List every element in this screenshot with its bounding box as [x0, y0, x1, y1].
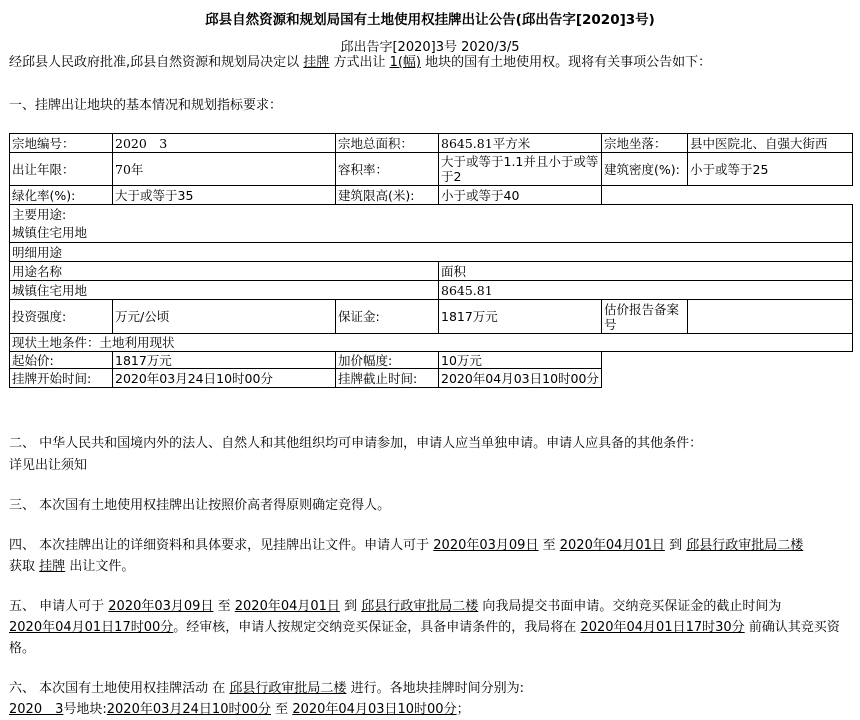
start-price-label: 起始价: — [10, 352, 113, 369]
parcel-no-label: 宗地编号： — [10, 134, 113, 153]
table-row — [10, 369, 853, 388]
table-row — [10, 224, 853, 243]
section6-to: 至 — [275, 702, 289, 717]
section6-place: 邱县行政审批局二楼 — [229, 681, 347, 696]
section4-text: 四、 本次挂牌出让的详细资料和具体要求，见挂牌出让文件。申请人可于 — [9, 538, 430, 553]
density-label: 建筑密度(%): — [602, 153, 688, 186]
use-name-value: 城镇住宅用地 — [10, 281, 439, 300]
deposit-value: 1817万元 — [439, 300, 602, 334]
intro-text-2: 方式出让 — [333, 55, 386, 70]
total-area-label: 宗地总面积： — [336, 134, 439, 153]
section5-text-2: 向我局提交书面申请。交纳竞买保证金的截止时间为 — [482, 599, 782, 614]
section6-parcel-no: 2020 3 — [9, 702, 64, 717]
section4-tail: 出让文件。 — [69, 559, 135, 574]
section6-end: 2020年04月03日10时00分 — [292, 702, 457, 717]
section5-text-3: 。经审核，申请人按规定交纳竞买保证金，具备申请条件的，我局将在 — [173, 620, 577, 635]
use-name-header: 用途名称 — [10, 262, 439, 281]
table-row — [10, 352, 853, 369]
section5-to: 至 — [217, 599, 231, 614]
section4 — [9, 535, 854, 577]
term-label: 出让年限： — [10, 153, 113, 186]
table-row — [10, 334, 853, 352]
section3: 三、 本次国有土地使用权挂牌出让按照价高者得原则确定竞得人。 — [9, 498, 391, 513]
table-row — [10, 134, 853, 153]
investment-value: 万元/公顷 — [113, 300, 336, 334]
section1-heading: 一、挂牌出让地块的基本情况和规划指标要求： — [9, 98, 283, 113]
condition-value: 土地利用现状 — [99, 335, 175, 350]
height-label: 建筑限高(米): — [336, 186, 439, 205]
section5 — [9, 596, 854, 659]
parcel-no-value: 2020 3 — [113, 134, 336, 153]
increment-value: 10万元 — [439, 352, 602, 369]
section5-text: 五、 申请人可于 — [9, 599, 105, 614]
main-use-value: 城镇住宅用地 — [10, 224, 853, 243]
section4-date-start: 2020年03月09日 — [433, 538, 539, 553]
section4-to: 至 — [542, 538, 556, 553]
total-area-value: 8645.81平方米 — [439, 134, 602, 153]
location-value: 县中医院北、自强大街西 — [688, 134, 853, 153]
table-row — [10, 186, 853, 205]
detail-use-label: 明细用途 — [10, 243, 853, 262]
section6-text-2: 进行。各地块挂牌时间分别为: — [350, 681, 524, 696]
table-row — [10, 153, 853, 186]
table-row — [10, 281, 853, 300]
notice-title: 邱县自然资源和规划局国有土地使用权挂牌出让公告(邱出告字[2020]3号) — [205, 12, 655, 28]
green-label: 绿化率(%): — [10, 186, 113, 205]
investment-label: 投资强度: — [10, 300, 113, 334]
section2-line1: 二、 中华人民共和国境内外的法人、自然人和其他组织均可申请参加，申请人应当单独申请。申请人应具备的其他条件： — [9, 436, 703, 451]
section4-date-end: 2020年04月01日 — [559, 538, 665, 553]
increment-label: 加价幅度: — [336, 352, 439, 369]
intro-count: 1(幅) — [389, 55, 422, 70]
area-header: 面积 — [439, 262, 853, 281]
section5-confirm-time: 2020年04月01日17时30分 — [580, 620, 745, 635]
section4-at: 到 — [669, 538, 683, 553]
condition-label: 现状土地条件： — [12, 335, 100, 350]
empty-cell — [602, 352, 853, 369]
parcel-info-table — [9, 133, 853, 388]
far-value: 大于或等于1.1并且小于或等于2 — [439, 153, 602, 186]
listing-end-label: 挂牌截止时间: — [336, 369, 439, 388]
section6-start: 2020年03月24日10时00分 — [106, 702, 272, 717]
appraisal-value — [688, 300, 853, 334]
intro-method: 挂牌 — [303, 55, 330, 70]
section4-method: 挂牌 — [39, 559, 66, 574]
start-price-value: 1817万元 — [113, 352, 336, 369]
table-row — [10, 243, 853, 262]
section6-text: 六、 本次国有土地使用权挂牌活动 在 — [9, 681, 226, 696]
main-use-label: 主要用途: — [10, 205, 853, 224]
section6 — [9, 678, 854, 720]
section2-line2: 详见出让须知 — [9, 458, 88, 473]
location-label: 宗地坐落： — [602, 134, 688, 153]
section5-deposit-deadline: 2020年04月01日17时00分 — [9, 620, 174, 635]
empty-cell — [602, 369, 853, 388]
listing-start-value: 2020年03月24日10时00分 — [113, 369, 336, 388]
appraisal-label: 估价报告备案号 — [602, 300, 688, 334]
section5-at: 到 — [344, 599, 358, 614]
table-row — [10, 262, 853, 281]
table-row — [10, 300, 853, 334]
density-value: 小于或等于25 — [688, 153, 853, 186]
notice-subtitle: 邱出告字[2020]3号 2020/3/5 — [340, 40, 520, 55]
section6-text-4: ； — [456, 702, 470, 717]
section4-get: 获取 — [9, 559, 36, 574]
term-value: 70年 — [113, 153, 336, 186]
section4-place: 邱县行政审批局二楼 — [686, 538, 804, 553]
section5-text-4: 前确认其竞买资格。 — [9, 620, 840, 656]
intro-text-1: 经邱县人民政府批准,邱县自然资源和规划局决定以 — [9, 55, 300, 70]
far-label: 容积率： — [336, 153, 439, 186]
section5-place: 邱县行政审批局二楼 — [361, 599, 479, 614]
section5-date-start: 2020年03月09日 — [108, 599, 214, 614]
use-area-value: 8645.81 — [439, 281, 853, 300]
table-row — [10, 205, 853, 224]
intro-paragraph — [9, 52, 854, 73]
listing-end-value: 2020年04月03日10时00分 — [439, 369, 602, 388]
height-value: 小于或等于40 — [439, 186, 602, 205]
section6-text-3: 号地块: — [63, 702, 107, 717]
land-condition — [10, 334, 853, 352]
intro-text-3: 地块的国有土地使用权。现将有关事项公告如下： — [425, 55, 712, 70]
green-value: 大于或等于35 — [113, 186, 336, 205]
empty-cell — [602, 186, 853, 205]
deposit-label: 保证金: — [336, 300, 439, 334]
section5-date-end: 2020年04月01日 — [234, 599, 340, 614]
listing-start-label: 挂牌开始时间: — [10, 369, 113, 388]
